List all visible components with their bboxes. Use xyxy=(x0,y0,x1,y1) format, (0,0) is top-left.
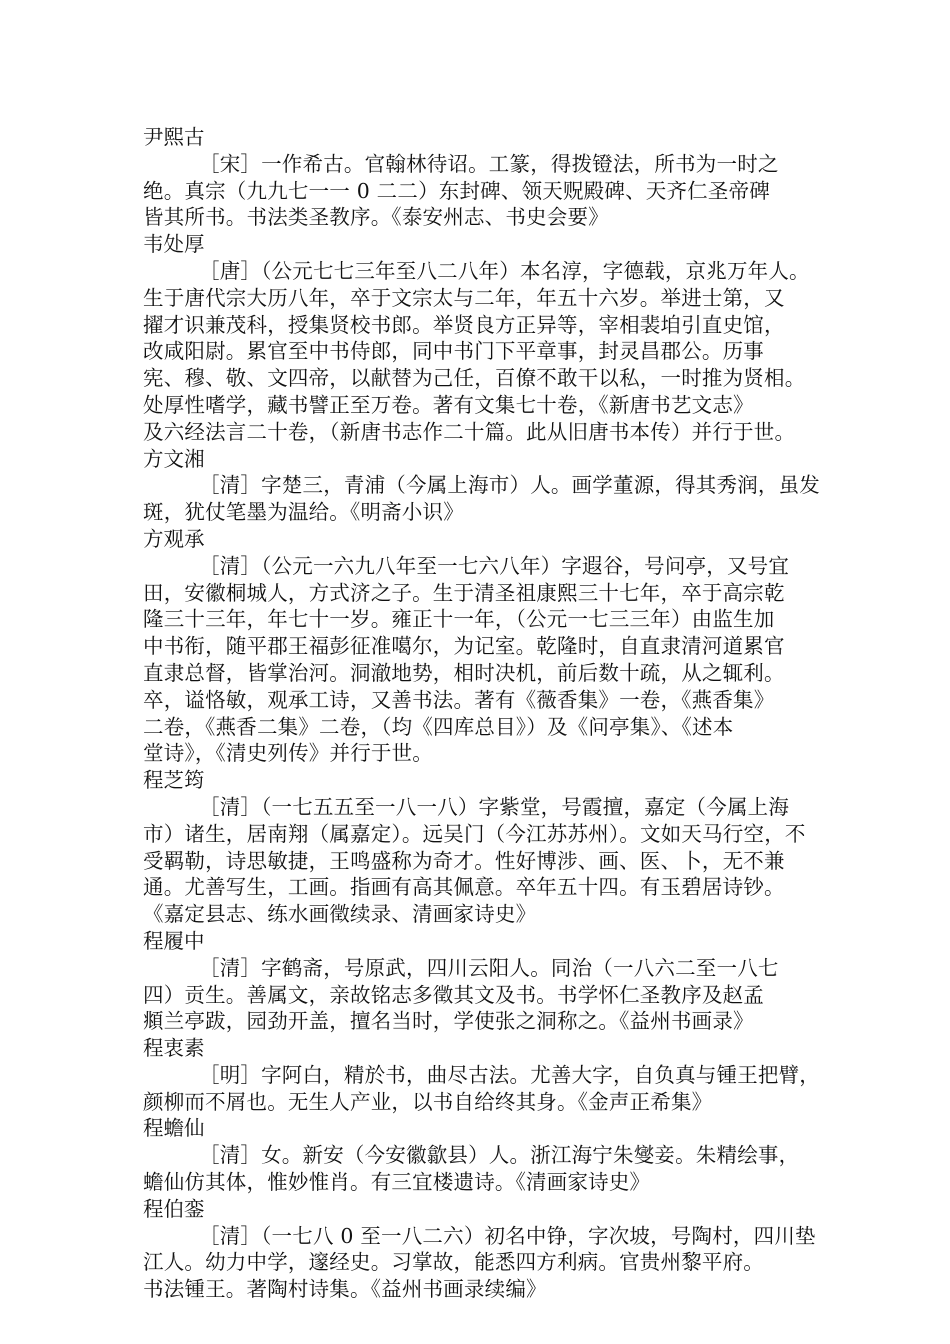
entry-text-line: 受羁勒，诗思敏捷，王鸣盛称为奇才。性好博涉、画、医、卜，无不兼 xyxy=(143,848,785,873)
entry-text-line: 江人。幼力中学，邃经史。习掌故，能悉四方利病。官贵州黎平府。 xyxy=(143,1250,764,1275)
biography-entry xyxy=(143,1115,823,1195)
entry-text-line: 田，安徽桐城人，方式济之子。生于清圣祖康熙三十七年，卒于高宗乾 xyxy=(143,580,785,605)
entry-text-line: 宪、穆、敬、文四帝，以献替为己任，百僚不敢干以私，一时推为贤相。 xyxy=(143,366,806,391)
entry-text-line: 皆其所书。书法类圣教序。《泰安州志、书史会要》 xyxy=(143,205,609,230)
entry-name: 尹熙古 xyxy=(143,125,205,149)
entry-text-line: 书法锺王。著陶村诗集。《益州书画录续编》 xyxy=(143,1277,547,1302)
biography-entry xyxy=(143,1196,823,1303)
entry-text-line: 直隶总督，皆掌治河。洞澈地势，相时决机，前后数十疏，从之辄利。 xyxy=(143,660,785,685)
entry-text-line: 擢才识兼茂科，授集贤校书郎。举贤良方正异等，宰相裴垍引直史馆， xyxy=(143,312,785,337)
entry-name: 程芝筠 xyxy=(143,768,205,793)
entry-text-line: 二卷，《燕香二集》二卷，（均《四库总目》）及《问亭集》、《述本 xyxy=(143,714,734,739)
entry-text-line: 生于唐代宗大历八年，卒于文宗太与二年，年五十六岁。举进士第，又 xyxy=(143,285,785,310)
entry-text-line: 斑，犹仗笔墨为温给。《明斋小识》 xyxy=(143,500,464,525)
entry-text-line: 绝。真宗（九九七一一 0 二二）东封碑、领天贶殿碑、天齐仁圣帝碑 xyxy=(143,178,770,203)
biography-entry xyxy=(143,1035,823,1115)
document-page xyxy=(143,124,823,1303)
entry-text-line: 《嘉定县志、练水画徵续录、清画家诗史》 xyxy=(143,902,537,927)
entry-name: 程伯銮 xyxy=(143,1196,205,1221)
entry-text-first-line: ［清］（公元一六九八年至一七六八年）字遐谷，号问亭，又号宜 xyxy=(199,553,790,578)
entry-text-line: 堂诗》，《清史列传》并行于世。 xyxy=(143,741,433,766)
entry-text-first-line: ［明］字阿白，精於书，曲尽古法。尤善大字，自负真与锺王把臂， xyxy=(199,1062,820,1087)
entry-text-line: 处厚性嗜学，藏书譬正至万卷。著有文集七十卷，《新唐书艺文志》 xyxy=(143,392,754,417)
entry-text-line: 頫兰亭跋，园劲开盖，擅名当时，学使张之洞称之。《益州书画录》 xyxy=(143,1009,754,1034)
entry-text-first-line: ［唐］（公元七七三年至八二八年）本名淳，字德载，京兆万年人。 xyxy=(199,258,810,283)
entry-text-line: 卒，谥恪敏，观承工诗，又善书法。著有《薇香集》一卷，《燕香集》 xyxy=(143,687,775,712)
biography-entry xyxy=(143,526,823,767)
entry-text-line: 隆三十三年，年七十一岁。雍正十一年，（公元一七三三年）由监生加 xyxy=(143,607,775,632)
entry-text-first-line: ［清］字楚三，青浦（今属上海市）人。画学董源，得其秀润，虽发 xyxy=(199,473,820,498)
entry-text-line: 通。尤善写生，工画。指画有高其佩意。卒年五十四。有玉碧居诗钞。 xyxy=(143,875,785,900)
entry-name: 程蟾仙 xyxy=(143,1116,205,1141)
biography-entry xyxy=(143,446,823,526)
entry-text-line: 颜柳而不屑也。无生人产业，以书自给终其身。《金声正希集》 xyxy=(143,1089,713,1114)
biography-entry xyxy=(143,928,823,1035)
biography-entry xyxy=(143,124,823,231)
entry-name: 方文湘 xyxy=(143,446,205,471)
entry-text-line: 四）贡生。善属文，亲故铭志多徵其文及书。书学怀仁圣教序及赵孟 xyxy=(143,982,764,1007)
entry-text-line: 及六经法言二十卷，（新唐书志作二十篇。此从旧唐书本传）并行于世。 xyxy=(143,419,796,444)
entry-text-line: 中书衔，随平郡王福彭征准噶尔，为记室。乾隆时，自直隶清河道累官 xyxy=(143,634,785,659)
entry-text-line: 改咸阳尉。累官至中书侍郎，同中书门下平章事，封灵昌郡公。历事 xyxy=(143,339,764,364)
entry-text-first-line: ［清］（一七八 0 至一八二六）初名中铮，字次坡，号陶村，四川垫 xyxy=(199,1223,816,1248)
entry-text-first-line: ［清］（一七五五至一八一八）字紫堂，号霞擅，嘉定（今属上海 xyxy=(199,794,790,819)
entry-text-line: 蟾仙仿其体，惟妙惟肖。有三宜楼遗诗。《清画家诗史》 xyxy=(143,1170,651,1195)
entry-name: 程衷素 xyxy=(143,1036,205,1061)
entry-name: 韦处厚 xyxy=(143,232,205,257)
biography-entry xyxy=(143,231,823,445)
entry-text-first-line: ［宋］一作希古。官翰林待诏。工篆，得拨镫法，所书为一时之 xyxy=(199,151,779,176)
entry-text-first-line: ［清］女。新安（今安徽歙县）人。浙江海宁朱燮妾。朱精绘事， xyxy=(199,1143,800,1168)
entry-name: 程履中 xyxy=(143,928,205,953)
biography-entry xyxy=(143,767,823,928)
entry-text-first-line: ［清］字鹤斋，号原武，四川云阳人。同治（一八六二至一八七 xyxy=(199,955,779,980)
entry-list xyxy=(143,124,823,1303)
entry-name: 方观承 xyxy=(143,526,205,551)
entry-text-line: 市）诸生，居南翔（属嘉定）。远吴门（今江苏苏州）。文如天马行空，不 xyxy=(143,821,806,846)
